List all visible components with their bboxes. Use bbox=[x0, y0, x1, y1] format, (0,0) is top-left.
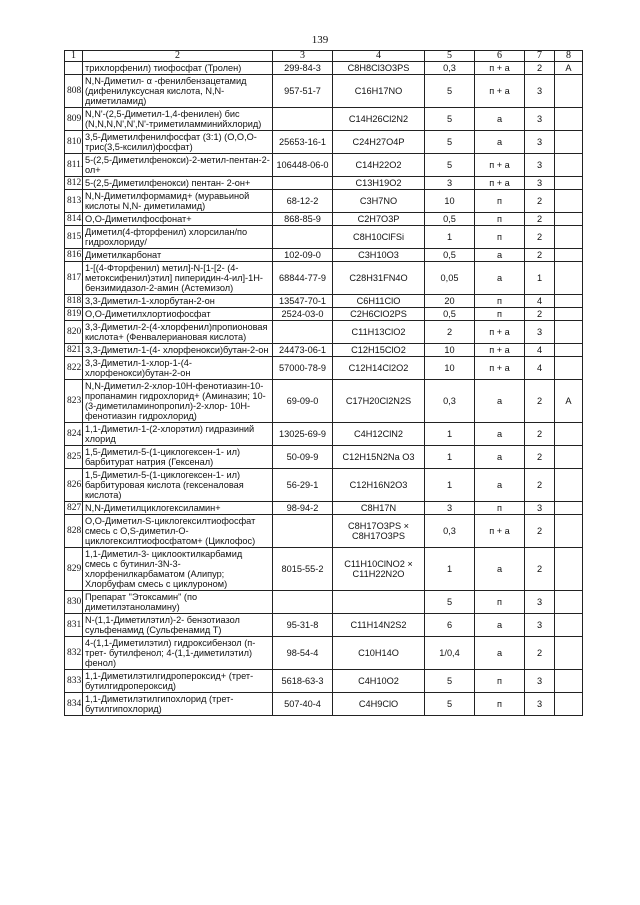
chemical-formula: C13H19O2 bbox=[333, 177, 425, 190]
chemical-formula: C8H17N bbox=[333, 502, 425, 515]
note-mark bbox=[555, 177, 583, 190]
table-row bbox=[65, 108, 583, 131]
chemical-formula: C8H10ClFSi bbox=[333, 226, 425, 249]
cas-number: 24473-06-1 bbox=[273, 344, 333, 357]
chemical-formula: C3H10O3 bbox=[333, 249, 425, 262]
hazard-class: 2 bbox=[525, 308, 555, 321]
table-row bbox=[65, 75, 583, 108]
note-mark: А bbox=[555, 380, 583, 423]
chemical-formula: C10H14O bbox=[333, 637, 425, 670]
hazard-class: 2 bbox=[525, 380, 555, 423]
substance-name: O,O-Диметил-S-циклогексилтиофосфат смесь с O,S-диметил-O-циклогексилтиофосфатом+ (Циклофос) bbox=[83, 515, 273, 548]
aggregate-state: п + а bbox=[475, 177, 525, 190]
row-number: 828. bbox=[65, 515, 83, 548]
cas-number: 13025-69-9 bbox=[273, 423, 333, 446]
chemical-formula: C8H8Cl3O3PS bbox=[333, 62, 425, 75]
aggregate-state: а bbox=[475, 548, 525, 591]
hazard-class: 2 bbox=[525, 515, 555, 548]
aggregate-state: п bbox=[475, 591, 525, 614]
substance-name: 1,1-Диметилэтилгипохлорид (трет-бутилгипохлорид) bbox=[83, 693, 273, 716]
substance-name: 5-(2,5-Диметилфенокси)-2-метил-пентан-2-ол+ bbox=[83, 154, 273, 177]
pdk-value: 3 bbox=[425, 177, 475, 190]
hazard-class: 3 bbox=[525, 131, 555, 154]
table-row bbox=[65, 213, 583, 226]
cas-number: 68-12-2 bbox=[273, 190, 333, 213]
substance-name: 1,1-Диметил-1-(2-хлорэтил) гидразиний хлорид bbox=[83, 423, 273, 446]
note-mark bbox=[555, 469, 583, 502]
pdk-value: 10 bbox=[425, 190, 475, 213]
aggregate-state: а bbox=[475, 423, 525, 446]
cas-number: 13547-70-1 bbox=[273, 295, 333, 308]
table-row bbox=[65, 670, 583, 693]
pdk-value: 2 bbox=[425, 321, 475, 344]
row-number bbox=[65, 62, 83, 75]
cas-number: 2524-03-0 bbox=[273, 308, 333, 321]
table-row bbox=[65, 423, 583, 446]
pdk-value: 5 bbox=[425, 591, 475, 614]
hazard-class: 3 bbox=[525, 670, 555, 693]
hazard-class: 3 bbox=[525, 502, 555, 515]
chemical-formula: C8H17O3PS × C8H17O3PS bbox=[333, 515, 425, 548]
row-number: 808. bbox=[65, 75, 83, 108]
substance-name: 4-(1,1-Диметилэтил) гидроксибензол (п-трет- бутилфенол; 4-(1,1-диметилэтил) фенол) bbox=[83, 637, 273, 670]
aggregate-state: п bbox=[475, 213, 525, 226]
note-mark bbox=[555, 693, 583, 716]
table-row bbox=[65, 262, 583, 295]
pdk-value: 0,3 bbox=[425, 515, 475, 548]
note-mark bbox=[555, 446, 583, 469]
note-mark bbox=[555, 154, 583, 177]
hazard-class: 2 bbox=[525, 637, 555, 670]
note-mark bbox=[555, 637, 583, 670]
row-number: 812. bbox=[65, 177, 83, 190]
table-row bbox=[65, 591, 583, 614]
note-mark bbox=[555, 591, 583, 614]
column-header: 2 bbox=[83, 51, 273, 62]
substance-name: 3,3-Диметил-2-(4-хлорфенил)пропионовая кислота+ (Фенвалериановая кислота) bbox=[83, 321, 273, 344]
chemical-formula: C11H13ClO2 bbox=[333, 321, 425, 344]
note-mark bbox=[555, 321, 583, 344]
substance-name: N,N'-(2,5-Диметил-1,4-фенилен) бис (N,N,N,N',N',N'-триметиламминийхлорид) bbox=[83, 108, 273, 131]
hazard-class: 1 bbox=[525, 262, 555, 295]
row-number: 818. bbox=[65, 295, 83, 308]
row-number: 811. bbox=[65, 154, 83, 177]
hazard-class: 4 bbox=[525, 295, 555, 308]
chemical-formula: C12H15N2Na O3 bbox=[333, 446, 425, 469]
row-number: 826. bbox=[65, 469, 83, 502]
pdk-value: 10 bbox=[425, 357, 475, 380]
hazard-class: 3 bbox=[525, 693, 555, 716]
cas-number: 69-09-0 bbox=[273, 380, 333, 423]
pdk-value: 1 bbox=[425, 548, 475, 591]
chemical-formula: C24H27O4P bbox=[333, 131, 425, 154]
aggregate-state: п bbox=[475, 295, 525, 308]
aggregate-state: п + а bbox=[475, 357, 525, 380]
substance-name: O,O-Диметилфосфонат+ bbox=[83, 213, 273, 226]
row-number: 810. bbox=[65, 131, 83, 154]
substance-name: 3,5-Диметилфенилфосфат (3:1) (O,O,O-трис(3,5-ксилил)фосфат) bbox=[83, 131, 273, 154]
aggregate-state: п bbox=[475, 308, 525, 321]
substance-name: трихлорфенил) тиофосфат (Тролен) bbox=[83, 62, 273, 75]
cas-number: 868-85-9 bbox=[273, 213, 333, 226]
row-number: 829. bbox=[65, 548, 83, 591]
aggregate-state: а bbox=[475, 446, 525, 469]
row-number: 813. bbox=[65, 190, 83, 213]
hazard-class: 4 bbox=[525, 357, 555, 380]
hazard-class: 2 bbox=[525, 213, 555, 226]
chemical-formula: C2H7O3P bbox=[333, 213, 425, 226]
substance-name: 1,1-Диметилэтилгидропероксид+ (трет-бутилгидропероксид) bbox=[83, 670, 273, 693]
row-number: 831. bbox=[65, 614, 83, 637]
aggregate-state: п bbox=[475, 502, 525, 515]
note-mark bbox=[555, 548, 583, 591]
substance-name: Диметил(4-фторфенил) хлорсилан/по гидрохлориду/ bbox=[83, 226, 273, 249]
hazard-class: 2 bbox=[525, 249, 555, 262]
row-number: 827. bbox=[65, 502, 83, 515]
substance-name: N,N-Диметил- α -фенилбензацетамид (дифенилуксусная кислота, N,N-диметиламид) bbox=[83, 75, 273, 108]
page-number: 139 bbox=[311, 34, 329, 46]
row-number: 819. bbox=[65, 308, 83, 321]
row-number: 816. bbox=[65, 249, 83, 262]
cas-number: 507-40-4 bbox=[273, 693, 333, 716]
pdk-value: 5 bbox=[425, 75, 475, 108]
chemical-formula: C28H31FN4O bbox=[333, 262, 425, 295]
column-header: 3 bbox=[273, 51, 333, 62]
substance-name: 5-(2,5-Диметилфенокси) пентан- 2-он+ bbox=[83, 177, 273, 190]
hazard-class: 3 bbox=[525, 154, 555, 177]
chemical-formula: C14H22O2 bbox=[333, 154, 425, 177]
table-row bbox=[65, 154, 583, 177]
chemical-formula: C14H26Cl2N2 bbox=[333, 108, 425, 131]
row-number: 832. bbox=[65, 637, 83, 670]
hazard-class: 3 bbox=[525, 591, 555, 614]
cas-number: 56-29-1 bbox=[273, 469, 333, 502]
table-row bbox=[65, 502, 583, 515]
pdk-value: 1 bbox=[425, 423, 475, 446]
pdk-value: 10 bbox=[425, 344, 475, 357]
aggregate-state: п + а bbox=[475, 321, 525, 344]
cas-number: 25653-16-1 bbox=[273, 131, 333, 154]
row-number: 815. bbox=[65, 226, 83, 249]
chemical-formula: C11H14N2S2 bbox=[333, 614, 425, 637]
pdk-value: 1 bbox=[425, 446, 475, 469]
note-mark bbox=[555, 502, 583, 515]
table-row bbox=[65, 226, 583, 249]
note-mark bbox=[555, 308, 583, 321]
aggregate-state: а bbox=[475, 469, 525, 502]
pdk-value: 5 bbox=[425, 108, 475, 131]
row-number: 817. bbox=[65, 262, 83, 295]
hazard-class: 2 bbox=[525, 190, 555, 213]
table-row bbox=[65, 344, 583, 357]
table-row bbox=[65, 321, 583, 344]
chemical-formula: C17H20Cl2N2S bbox=[333, 380, 425, 423]
aggregate-state: а bbox=[475, 614, 525, 637]
substance-name: 1,1-Диметил-3- циклооктилкарбамид смесь с бутинил-3N-3-хлорфенилкарбаматом (Алипур; Хлорбуфам смесь с циклуроном) bbox=[83, 548, 273, 591]
chemical-formula: C16H17NO bbox=[333, 75, 425, 108]
pdk-value: 0,05 bbox=[425, 262, 475, 295]
table-row bbox=[65, 177, 583, 190]
substance-name: 3,3-Диметил-1-(4- хлорфенокси)бутан-2-он bbox=[83, 344, 273, 357]
hazard-class: 2 bbox=[525, 226, 555, 249]
cas-number: 957-51-7 bbox=[273, 75, 333, 108]
note-mark bbox=[555, 213, 583, 226]
table-row bbox=[65, 308, 583, 321]
hazard-class: 3 bbox=[525, 75, 555, 108]
substance-name: N,N-Диметил-2-хлор-10Н-фенотиазин-10-пропанамин гидрохлорид+ (Аминазин; 10-(3-диметиламинопропил)-2-хлор- 10Н-фенотиазин гидрохлорид) bbox=[83, 380, 273, 423]
pdk-value: 5 bbox=[425, 670, 475, 693]
row-number: 830. bbox=[65, 591, 83, 614]
pdk-value: 5 bbox=[425, 154, 475, 177]
cas-number bbox=[273, 226, 333, 249]
cas-number: 57000-78-9 bbox=[273, 357, 333, 380]
note-mark bbox=[555, 190, 583, 213]
chemical-formula: C12H16N2O3 bbox=[333, 469, 425, 502]
aggregate-state: п + а bbox=[475, 62, 525, 75]
table-row bbox=[65, 548, 583, 591]
cas-number: 98-94-2 bbox=[273, 502, 333, 515]
cas-number bbox=[273, 108, 333, 131]
substance-name: O,O-Диметилхлортиофосфат bbox=[83, 308, 273, 321]
cas-number: 8015-55-2 bbox=[273, 548, 333, 591]
substance-name: N,N-Диметилциклогексиламин+ bbox=[83, 502, 273, 515]
hazard-class: 3 bbox=[525, 177, 555, 190]
aggregate-state: п + а bbox=[475, 515, 525, 548]
note-mark bbox=[555, 131, 583, 154]
table-row bbox=[65, 469, 583, 502]
pdk-value: 0,3 bbox=[425, 380, 475, 423]
row-number: 820. bbox=[65, 321, 83, 344]
substance-name: Диметилкарбонат bbox=[83, 249, 273, 262]
pdk-value: 5 bbox=[425, 131, 475, 154]
cas-number bbox=[273, 321, 333, 344]
column-header: 8 bbox=[555, 51, 583, 62]
cas-number bbox=[273, 177, 333, 190]
table-row bbox=[65, 515, 583, 548]
table-header-row bbox=[65, 51, 583, 62]
note-mark bbox=[555, 515, 583, 548]
aggregate-state: а bbox=[475, 380, 525, 423]
chemical-formula: C12H15ClO2 bbox=[333, 344, 425, 357]
hazard-class: 2 bbox=[525, 62, 555, 75]
chemical-formula: C3H7NO bbox=[333, 190, 425, 213]
note-mark bbox=[555, 357, 583, 380]
hazard-class: 3 bbox=[525, 108, 555, 131]
row-number: 821. bbox=[65, 344, 83, 357]
chemical-formula: C4H12ClN2 bbox=[333, 423, 425, 446]
chemical-formula: C2H6ClO2PS bbox=[333, 308, 425, 321]
aggregate-state: а bbox=[475, 108, 525, 131]
pdk-value: 1 bbox=[425, 469, 475, 502]
aggregate-state: а bbox=[475, 131, 525, 154]
row-number: 809. bbox=[65, 108, 83, 131]
column-header: 5 bbox=[425, 51, 475, 62]
note-mark bbox=[555, 423, 583, 446]
substance-name: 1-[(4-Фторфенил) метил]-N-[1-[2- (4-метоксифенил)этил] пиперидин-4-ил]-1Н- бензимидазол-2-амин (Астемизол) bbox=[83, 262, 273, 295]
column-header: 6 bbox=[475, 51, 525, 62]
pdk-value: 0,5 bbox=[425, 249, 475, 262]
substance-name: 3,3-Диметил-1-хлорбутан-2-он bbox=[83, 295, 273, 308]
chemical-formula: C4H9ClO bbox=[333, 693, 425, 716]
substance-name: 1,5-Диметил-5-(1-циклогексен-1- ил) барбитуровая кислота (гексеналовая кислота) bbox=[83, 469, 273, 502]
cas-number: 5618-63-3 bbox=[273, 670, 333, 693]
hazard-class: 2 bbox=[525, 423, 555, 446]
pdk-value: 0,3 bbox=[425, 62, 475, 75]
column-header: 1 bbox=[65, 51, 83, 62]
aggregate-state: п bbox=[475, 670, 525, 693]
row-number: 825. bbox=[65, 446, 83, 469]
cas-number: 299-84-3 bbox=[273, 62, 333, 75]
substance-name: 1,5-Диметил-5-(1-циклогексен-1- ил) барбитурат натрия (Гексенал) bbox=[83, 446, 273, 469]
cas-number bbox=[273, 515, 333, 548]
chemical-formula: C12H14Cl2O2 bbox=[333, 357, 425, 380]
table-row bbox=[65, 380, 583, 423]
note-mark bbox=[555, 295, 583, 308]
cas-number: 50-09-9 bbox=[273, 446, 333, 469]
aggregate-state: п + а bbox=[475, 75, 525, 108]
substance-name: N,N-Диметилформамид+ (муравьиной кислоты N,N- диметиламид) bbox=[83, 190, 273, 213]
substance-name: N-(1,1-Диметилэтил)-2- бензотиазол сульфенамид (Сульфенамид Т) bbox=[83, 614, 273, 637]
hazard-class: 2 bbox=[525, 548, 555, 591]
aggregate-state: п + а bbox=[475, 154, 525, 177]
hazard-class: 3 bbox=[525, 321, 555, 344]
note-mark bbox=[555, 226, 583, 249]
pdk-value: 20 bbox=[425, 295, 475, 308]
aggregate-state: а bbox=[475, 249, 525, 262]
substance-table bbox=[64, 50, 583, 716]
row-number: 822. bbox=[65, 357, 83, 380]
aggregate-state: п bbox=[475, 226, 525, 249]
table-row bbox=[65, 62, 583, 75]
pdk-value: 5 bbox=[425, 693, 475, 716]
chemical-formula: C4H10O2 bbox=[333, 670, 425, 693]
cas-number: 106448-06-0 bbox=[273, 154, 333, 177]
note-mark bbox=[555, 344, 583, 357]
aggregate-state: п bbox=[475, 190, 525, 213]
table-row bbox=[65, 357, 583, 380]
column-header: 7 bbox=[525, 51, 555, 62]
column-header: 4 bbox=[333, 51, 425, 62]
pdk-value: 0,5 bbox=[425, 213, 475, 226]
cas-number: 98-54-4 bbox=[273, 637, 333, 670]
note-mark bbox=[555, 108, 583, 131]
table-row bbox=[65, 190, 583, 213]
note-mark bbox=[555, 75, 583, 108]
note-mark bbox=[555, 249, 583, 262]
table-row bbox=[65, 693, 583, 716]
hazard-class: 4 bbox=[525, 344, 555, 357]
cas-number: 102-09-0 bbox=[273, 249, 333, 262]
row-number: 824. bbox=[65, 423, 83, 446]
row-number: 823. bbox=[65, 380, 83, 423]
pdk-value: 0,5 bbox=[425, 308, 475, 321]
pdk-value: 1/0,4 bbox=[425, 637, 475, 670]
aggregate-state: п bbox=[475, 693, 525, 716]
table-row bbox=[65, 614, 583, 637]
pdk-value: 6 bbox=[425, 614, 475, 637]
table-row bbox=[65, 637, 583, 670]
substance-name: 3,3-Диметил-1-хлор-1-(4-хлорфенокси)бутан-2-он bbox=[83, 357, 273, 380]
table-row bbox=[65, 295, 583, 308]
hazard-class: 2 bbox=[525, 469, 555, 502]
hazard-class: 3 bbox=[525, 614, 555, 637]
chemical-formula: C6H11ClO bbox=[333, 295, 425, 308]
pdk-value: 1 bbox=[425, 226, 475, 249]
note-mark: А bbox=[555, 62, 583, 75]
chemical-formula bbox=[333, 591, 425, 614]
note-mark bbox=[555, 614, 583, 637]
aggregate-state: а bbox=[475, 637, 525, 670]
table-row bbox=[65, 446, 583, 469]
aggregate-state: а bbox=[475, 262, 525, 295]
cas-number: 95-31-8 bbox=[273, 614, 333, 637]
pdk-value: 3 bbox=[425, 502, 475, 515]
cas-number bbox=[273, 591, 333, 614]
table-row bbox=[65, 249, 583, 262]
substance-name: Препарат "Этоксамин" (по диметилэтаноламину) bbox=[83, 591, 273, 614]
hazard-class: 2 bbox=[525, 446, 555, 469]
cas-number: 68844-77-9 bbox=[273, 262, 333, 295]
aggregate-state: п + а bbox=[475, 344, 525, 357]
note-mark bbox=[555, 670, 583, 693]
row-number: 833. bbox=[65, 670, 83, 693]
note-mark bbox=[555, 262, 583, 295]
row-number: 814. bbox=[65, 213, 83, 226]
table-row bbox=[65, 131, 583, 154]
chemical-formula: C11H10ClNO2 × C11H22N2O bbox=[333, 548, 425, 591]
row-number: 834. bbox=[65, 693, 83, 716]
